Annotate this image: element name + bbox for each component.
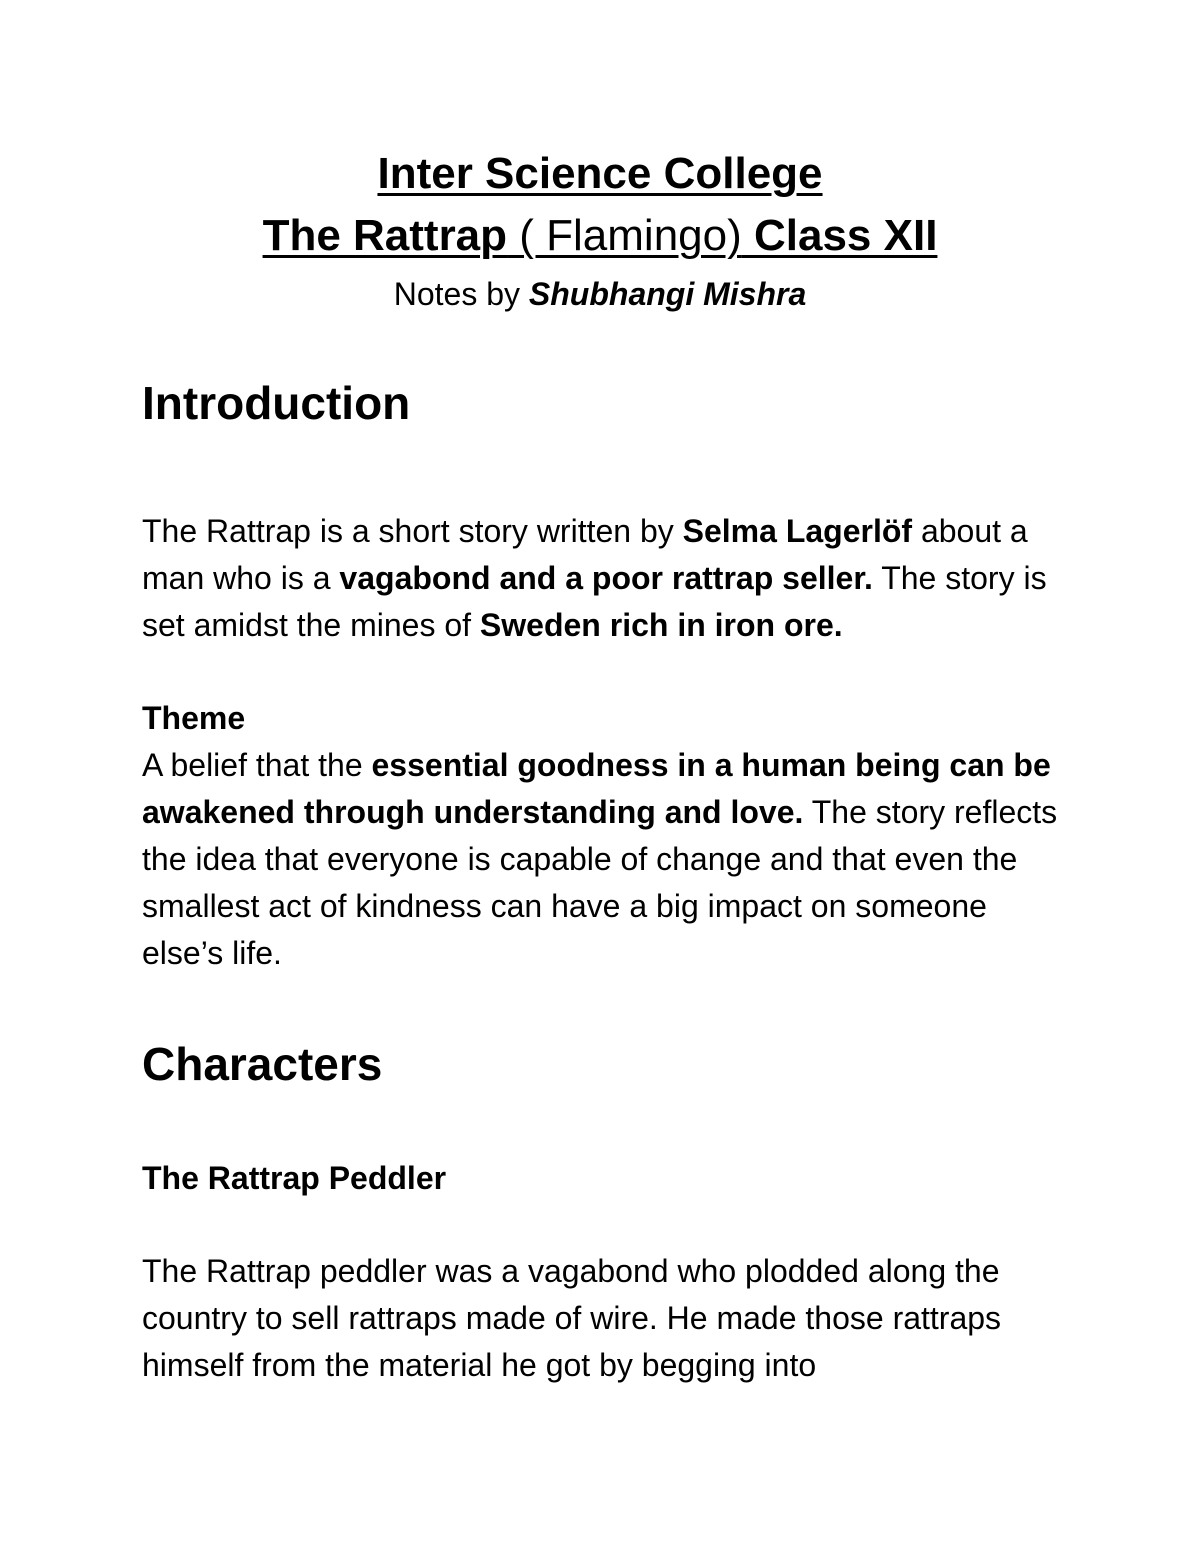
intro-bold-vagabond: vagabond and a poor rattrap seller. bbox=[339, 560, 873, 596]
chapter-title bbox=[0, 205, 1200, 267]
college-title-text: Inter Science College bbox=[377, 149, 823, 198]
peddler-heading: The Rattrap Peddler bbox=[142, 1160, 447, 1196]
intro-bold-author: Selma Lagerlöf bbox=[682, 513, 913, 549]
notes-author: Shubhangi Mishra bbox=[528, 276, 807, 312]
intro-bold-sweden: Sweden rich in iron ore. bbox=[479, 607, 843, 643]
theme-heading: Theme bbox=[142, 700, 246, 736]
peddler-paragraph: The Rattrap peddler was a vagabond who plodded along the country to sell rattraps made of wire. He made those rattraps himself from the material he got by begging into bbox=[142, 1253, 1002, 1383]
document-header bbox=[0, 143, 1200, 319]
introduction-heading: Introduction bbox=[142, 377, 411, 429]
theme-text-1: A belief that the bbox=[142, 747, 372, 783]
chapter-title-name: The Rattrap bbox=[262, 211, 508, 260]
theme-text-2: The story reflects the idea that everyone is capable of change and that even the smallest act of kindness can have a big impact on someone else’s life. bbox=[142, 794, 1058, 971]
theme-paragraph bbox=[142, 742, 1062, 977]
college-title bbox=[0, 143, 1200, 205]
chapter-title-class: Class XII bbox=[741, 211, 938, 260]
notes-prefix: Notes by bbox=[393, 276, 529, 312]
intro-text-2: about a man who is a bbox=[142, 513, 1028, 596]
chapter-title-book: ( Flamingo) bbox=[507, 211, 742, 260]
intro-text-1: The Rattrap is a short story written by bbox=[142, 513, 683, 549]
notes-byline bbox=[0, 269, 1200, 319]
theme-bold-goodness: essential goodness in a human being can be awakened through understanding and love. bbox=[142, 747, 1051, 830]
characters-heading: Characters bbox=[142, 1038, 383, 1090]
document-body bbox=[142, 372, 1062, 1389]
introduction-paragraph bbox=[142, 508, 1062, 649]
intro-text-3: The story is set amidst the mines of bbox=[142, 560, 1047, 643]
